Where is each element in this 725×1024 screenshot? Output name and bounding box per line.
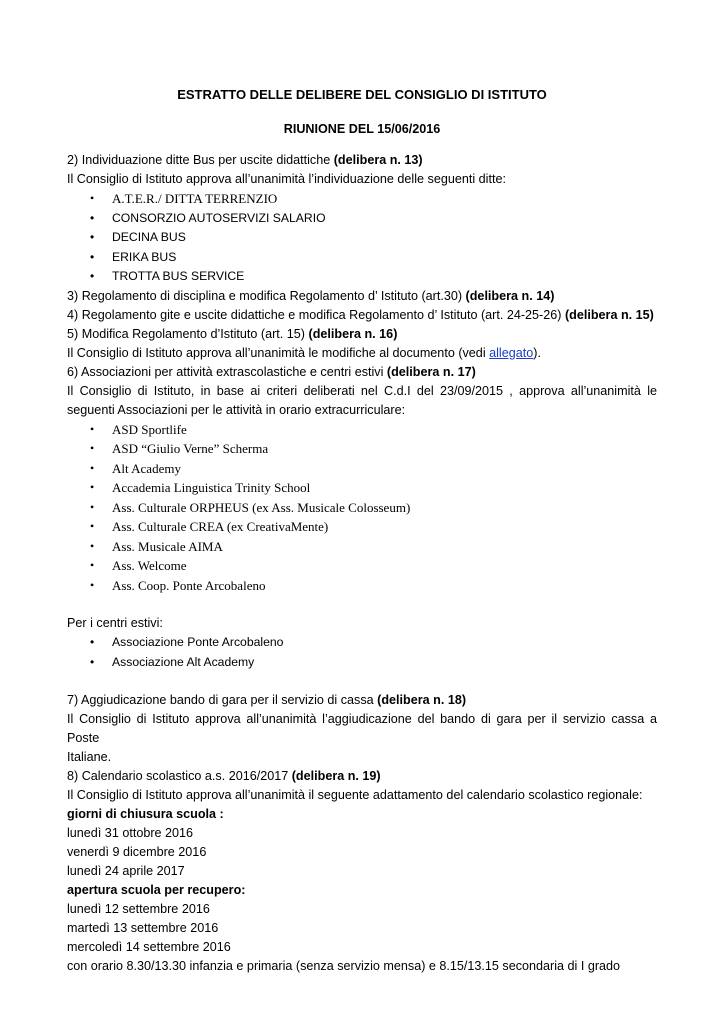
closure-day: lunedì 31 ottobre 2016 bbox=[67, 826, 194, 840]
item-3-ref: (delibera n. 14) bbox=[465, 288, 555, 303]
list-item: • A.T.E.R./ DITTA TERRENZIO bbox=[67, 189, 657, 209]
association-list bbox=[67, 420, 657, 596]
summer-centers-label: Per i centri estivi: bbox=[67, 616, 163, 630]
item-2-heading: 2) Individuazione ditte Bus per uscite didattiche (delibera n. 13) bbox=[67, 153, 423, 167]
item-6-heading: 6) Associazioni per attività extrascolastiche e centri estivi (delibera n. 17) bbox=[67, 364, 476, 379]
list-item: • CONSORZIO AUTOSERVIZI SALARIO bbox=[67, 209, 657, 229]
opening-day: lunedì 12 settembre 2016 bbox=[67, 902, 210, 916]
closure-day: lunedì 24 aprile 2017 bbox=[67, 864, 185, 878]
item-2-approval: Il Consiglio di Istituto approva all’unanimità l’individuazione delle seguenti ditte: bbox=[67, 172, 506, 186]
list-item: • Associazione Ponte Arcobaleno bbox=[67, 633, 657, 653]
summer-centers-list bbox=[67, 633, 657, 672]
item-7-approval-line2: Italiane. bbox=[67, 750, 112, 764]
item-5-approval: Il Consiglio di Istituto approva all’unanimità le modifiche al documento (vedi allegato). bbox=[67, 345, 541, 360]
attachment-link[interactable]: allegato bbox=[489, 345, 534, 360]
list-item: • Ass. Welcome bbox=[67, 556, 657, 576]
list-item: • Ass. Culturale CREA (ex CreativaMente) bbox=[67, 517, 657, 537]
list-item: • Ass. Culturale ORPHEUS (ex Ass. Musicale Colosseum) bbox=[67, 498, 657, 518]
item-6-approval-line1: Il Consiglio di Istituto, in base ai criteri deliberati nel C.d.I del 23/09/2015 , approva all’unanimità le bbox=[67, 383, 657, 398]
company-list bbox=[67, 189, 657, 287]
item-8-approval: Il Consiglio di Istituto approva all’unanimità il seguente adattamento del calendario scolastico regionale: bbox=[67, 788, 643, 802]
opening-day: mercoledì 14 settembre 2016 bbox=[67, 940, 231, 954]
item-8-heading: 8) Calendario scolastico a.s. 2016/2017 (delibera n. 19) bbox=[67, 769, 381, 783]
list-item: • ASD Sportlife bbox=[67, 420, 657, 440]
item-4-ref: (delibera n. 15) bbox=[564, 307, 654, 322]
list-item: • Ass. Musicale AIMA bbox=[67, 537, 657, 557]
item-8-ref: (delibera n. 19) bbox=[291, 769, 381, 783]
item-7-heading: 7) Aggiudicazione bando di gara per il servizio di cassa (delibera n. 18) bbox=[67, 693, 467, 707]
closure-day: venerdì 9 dicembre 2016 bbox=[67, 845, 207, 859]
item-5-ref: (delibera n. 16) bbox=[308, 326, 398, 341]
meeting-date: RIUNIONE DEL 15/06/2016 bbox=[283, 122, 441, 136]
opening-day: martedì 13 settembre 2016 bbox=[67, 921, 219, 935]
item-6-approval-line2: seguenti Associazioni per le attività in orario extracurriculare: bbox=[67, 402, 406, 417]
document-title: ESTRATTO DELLE DELIBERE DEL CONSIGLIO DI ISTITUTO bbox=[177, 87, 547, 102]
item-4-heading: 4) Regolamento gite e uscite didattiche e modifica Regolamento d’ Istituto (art. 24-25-26) (delibera n. 15) bbox=[67, 307, 654, 322]
list-item: • Ass. Coop. Ponte Arcobaleno bbox=[67, 576, 657, 596]
item-7-ref: (delibera n. 18) bbox=[377, 693, 467, 707]
list-item: • Alt Academy bbox=[67, 459, 657, 479]
list-item: • Accademia Linguistica Trinity School bbox=[67, 478, 657, 498]
item-7-approval-line1: Il Consiglio di Istituto approva all’unanimità l’aggiudicazione del bando di gara per il servizio cassa a Poste bbox=[67, 712, 657, 745]
list-item: • ERIKA BUS bbox=[67, 248, 657, 268]
list-item: • ASD “Giulio Verne” Scherma bbox=[67, 439, 657, 459]
closure-days-label: giorni di chiusura scuola : bbox=[67, 807, 224, 821]
item-5-heading: 5) Modifica Regolamento d’Istituto (art. 15) (delibera n. 16) bbox=[67, 326, 398, 341]
item-2-ref: (delibera n. 13) bbox=[333, 153, 423, 167]
opening-hours: con orario 8.30/13.30 infanzia e primaria (senza servizio mensa) e 8.15/13.15 secondaria di I grado bbox=[67, 959, 621, 973]
list-item: • Associazione Alt Academy bbox=[67, 653, 657, 673]
document-page bbox=[67, 85, 657, 976]
list-item: • TROTTA BUS SERVICE bbox=[67, 267, 657, 287]
opening-days-label: apertura scuola per recupero: bbox=[67, 883, 246, 897]
list-item: • DECINA BUS bbox=[67, 228, 657, 248]
item-3-heading: 3) Regolamento di disciplina e modifica Regolamento d’ Istituto (art.30) (delibera n. 14) bbox=[67, 288, 555, 303]
item-6-ref: (delibera n. 17) bbox=[386, 364, 476, 379]
